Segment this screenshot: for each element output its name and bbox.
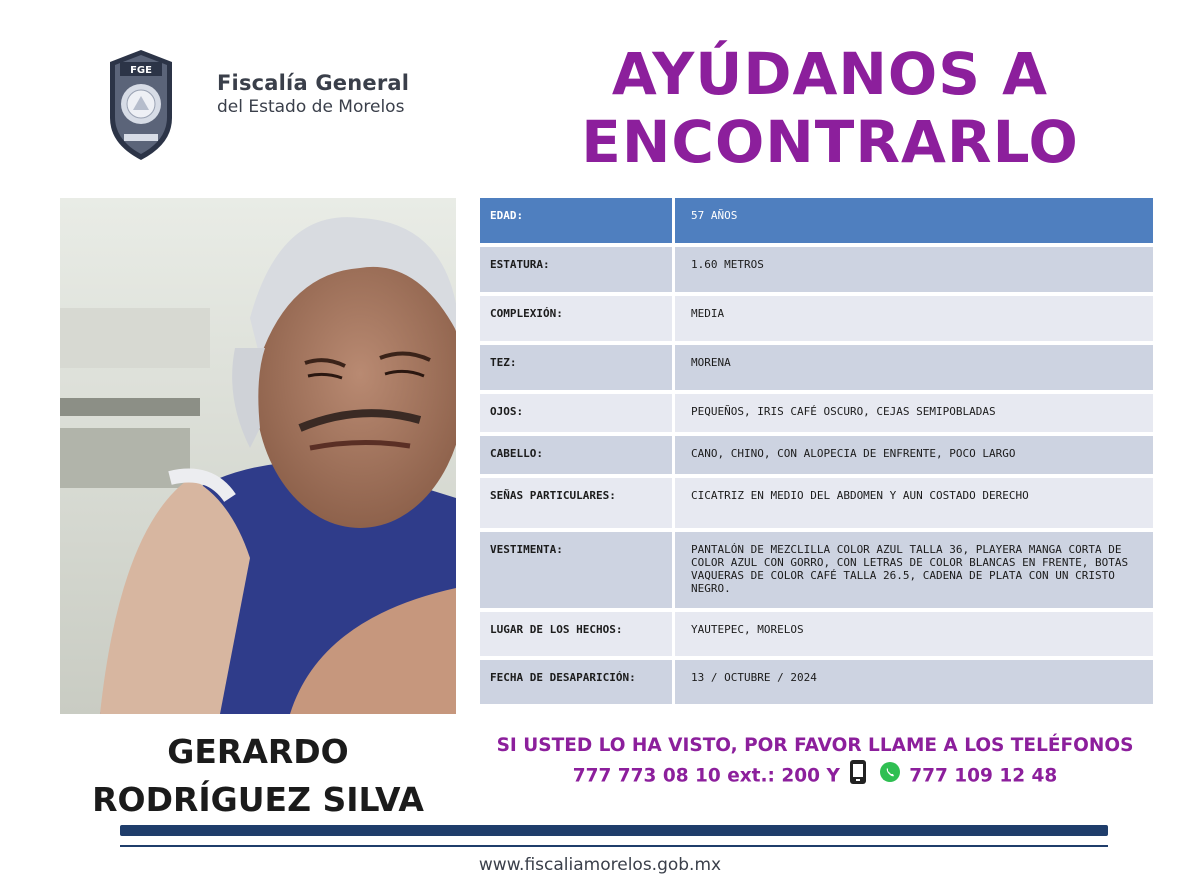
detail-label: LUGAR DE LOS HECHOS: <box>480 612 672 656</box>
detail-value: PANTALÓN DE MEZCLILLA COLOR AZUL TALLA 36, PLAYERA MANGA CORTA DE COLOR AZUL CON GORRO, CON LETRAS DE COLOR BLANCAS EN FRENTE, BOTAS VAQUERAS DE COLOR CAFÉ TALLA 26.5, CADENA DE PLATA CON UN CRISTO NEGRO. <box>672 532 1153 608</box>
table-row <box>480 394 1153 432</box>
org-name-line1: Fiscalía General <box>217 71 410 95</box>
website-link[interactable]: www.fiscaliamorelos.gob.mx <box>478 855 722 875</box>
phone-number-1[interactable]: 777 773 08 10 ext.: 200 Y <box>572 765 840 787</box>
table-row <box>480 532 1153 608</box>
detail-value: 57 AÑOS <box>672 198 1153 243</box>
detail-label: TEZ: <box>480 345 672 390</box>
table-row <box>480 247 1153 292</box>
whatsapp-icon <box>879 761 901 792</box>
table-row <box>480 436 1153 474</box>
headline-line1: AYÚDANOS A <box>611 40 1049 108</box>
detail-label: OJOS: <box>480 394 672 432</box>
table-row <box>480 345 1153 390</box>
detail-label: EDAD: <box>480 198 672 243</box>
phone-number-2[interactable]: 777 109 12 48 <box>909 765 1058 787</box>
detail-label: ESTATURA: <box>480 247 672 292</box>
missing-person-photo <box>60 198 456 714</box>
detail-value: CANO, CHINO, CON ALOPECIA DE ENFRENTE, POCO LARGO <box>672 436 1153 474</box>
headline <box>520 40 1140 176</box>
detail-label: COMPLEXIÓN: <box>480 296 672 341</box>
phone-icon <box>848 759 868 794</box>
detail-value: MEDIA <box>672 296 1153 341</box>
headline-line2: ENCONTRARLO <box>581 108 1079 176</box>
org-name-line2: del Estado de Morelos <box>217 97 405 117</box>
person-name-line2: RODRÍGUEZ SILVA <box>92 780 424 819</box>
detail-label: VESTIMENTA: <box>480 532 672 608</box>
person-name-line1: GERARDO <box>167 732 349 771</box>
detail-label: FECHA DE DESAPARICIÓN: <box>480 660 672 704</box>
logo-badge-text: FGE <box>130 65 152 76</box>
table-row <box>480 198 1153 243</box>
fge-logo <box>106 48 176 164</box>
table-row <box>480 660 1153 704</box>
person-name <box>60 728 456 824</box>
details-table <box>480 194 1153 708</box>
detail-label: CABELLO: <box>480 436 672 474</box>
footer-bar-thick <box>120 825 1108 836</box>
org-name <box>217 70 409 118</box>
contact-callout: SI USTED LO HA VISTO, POR FAVOR LLAME A LOS TELÉFONOS <box>496 735 1134 756</box>
detail-value: 1.60 METROS <box>672 247 1153 292</box>
table-row <box>480 478 1153 528</box>
detail-value: MORENA <box>672 345 1153 390</box>
detail-value: PEQUEÑOS, IRIS CAFÉ OSCURO, CEJAS SEMIPOBLADAS <box>672 394 1153 432</box>
detail-label: SEÑAS PARTICULARES: <box>480 478 672 528</box>
detail-value: YAUTEPEC, MORELOS <box>672 612 1153 656</box>
footer-bar-thin <box>120 845 1108 847</box>
contact-phones <box>470 759 1160 794</box>
table-row <box>480 296 1153 341</box>
detail-value: 13 / OCTUBRE / 2024 <box>672 660 1153 704</box>
table-row <box>480 612 1153 656</box>
detail-value: CICATRIZ EN MEDIO DEL ABDOMEN Y AUN COSTADO DERECHO <box>672 478 1153 528</box>
